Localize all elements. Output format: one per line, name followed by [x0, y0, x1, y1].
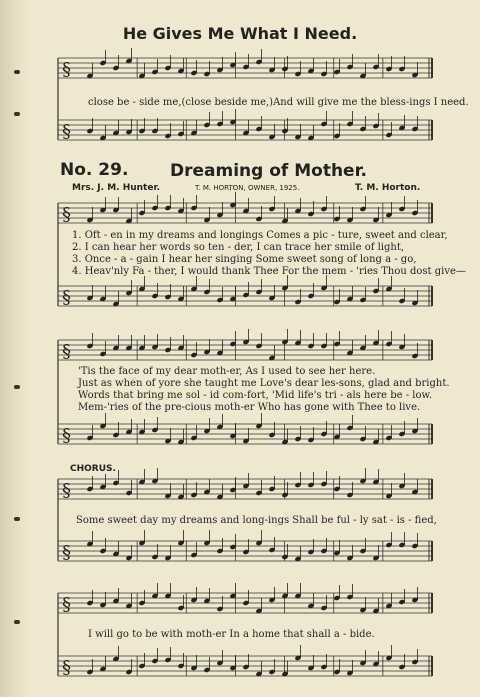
- verse-lyric-line: Just as when of yore she taught me Love's dear les-sons, glad and bright.: [78, 378, 450, 389]
- clef-sign: §: [62, 287, 71, 308]
- clef-sign: §: [62, 594, 71, 615]
- chorus-lyric-line: Some sweet day my dreams and long-ings Shall be ful - ly sat - is - fied,: [76, 515, 437, 526]
- verse-lyric-line: 2. I can hear her words so ten - der, I can trace her smile of light,: [72, 242, 405, 253]
- hymn-number: No. 29.: [60, 160, 129, 180]
- verse-lyric-line: 3. Once - a - gain I hear her singing Some sweet song of long a - go,: [72, 254, 417, 265]
- verse-lyric-line: 1. Oft - en in my dreams and longings Comes a pic - ture, sweet and clear,: [72, 230, 448, 241]
- clef-sign: §: [62, 204, 71, 225]
- verse-lyric-line: Words that bring me sol - id com-fort, 'Mid life's tri - als here be - low.: [78, 390, 433, 401]
- chorus-lyric-line: I will go to be with moth-er In a home that shall a - bide.: [88, 629, 375, 640]
- clef-sign: §: [62, 425, 71, 446]
- hymn-title: Dreaming of Mother.: [170, 161, 367, 181]
- previous-hymn-title: He Gives Me What I Need.: [122, 24, 358, 43]
- clef-sign: §: [62, 341, 71, 362]
- lyricist-credit: Mrs. J. M. Hunter.: [72, 183, 161, 193]
- verse-lyric-line: 4. Heav'nly Fa - ther, I would thank Thee For the mem - 'ries Thou dost give—: [72, 266, 466, 277]
- copyright-notice: T. M. HORTON, OWNER, 1925.: [195, 184, 300, 192]
- clef-sign: §: [62, 657, 71, 678]
- previous-hymn-lyric: close be - side me,(close beside me,)And will give me the bless-ings I need.: [88, 97, 469, 108]
- chorus-label: CHORUS.: [70, 464, 116, 474]
- clef-sign: §: [62, 121, 71, 142]
- clef-sign: §: [62, 542, 71, 563]
- verse-lyric-line: 'Tis the face of my dear moth-er, As I used to see her here.: [78, 366, 376, 377]
- clef-sign: §: [62, 59, 71, 80]
- composer-credit: T. M. Horton.: [355, 183, 421, 193]
- clef-sign: §: [62, 480, 71, 501]
- verse-lyric-line: Mem-'ries of the pre-cious moth-er Who has gone with Thee to live.: [78, 402, 421, 413]
